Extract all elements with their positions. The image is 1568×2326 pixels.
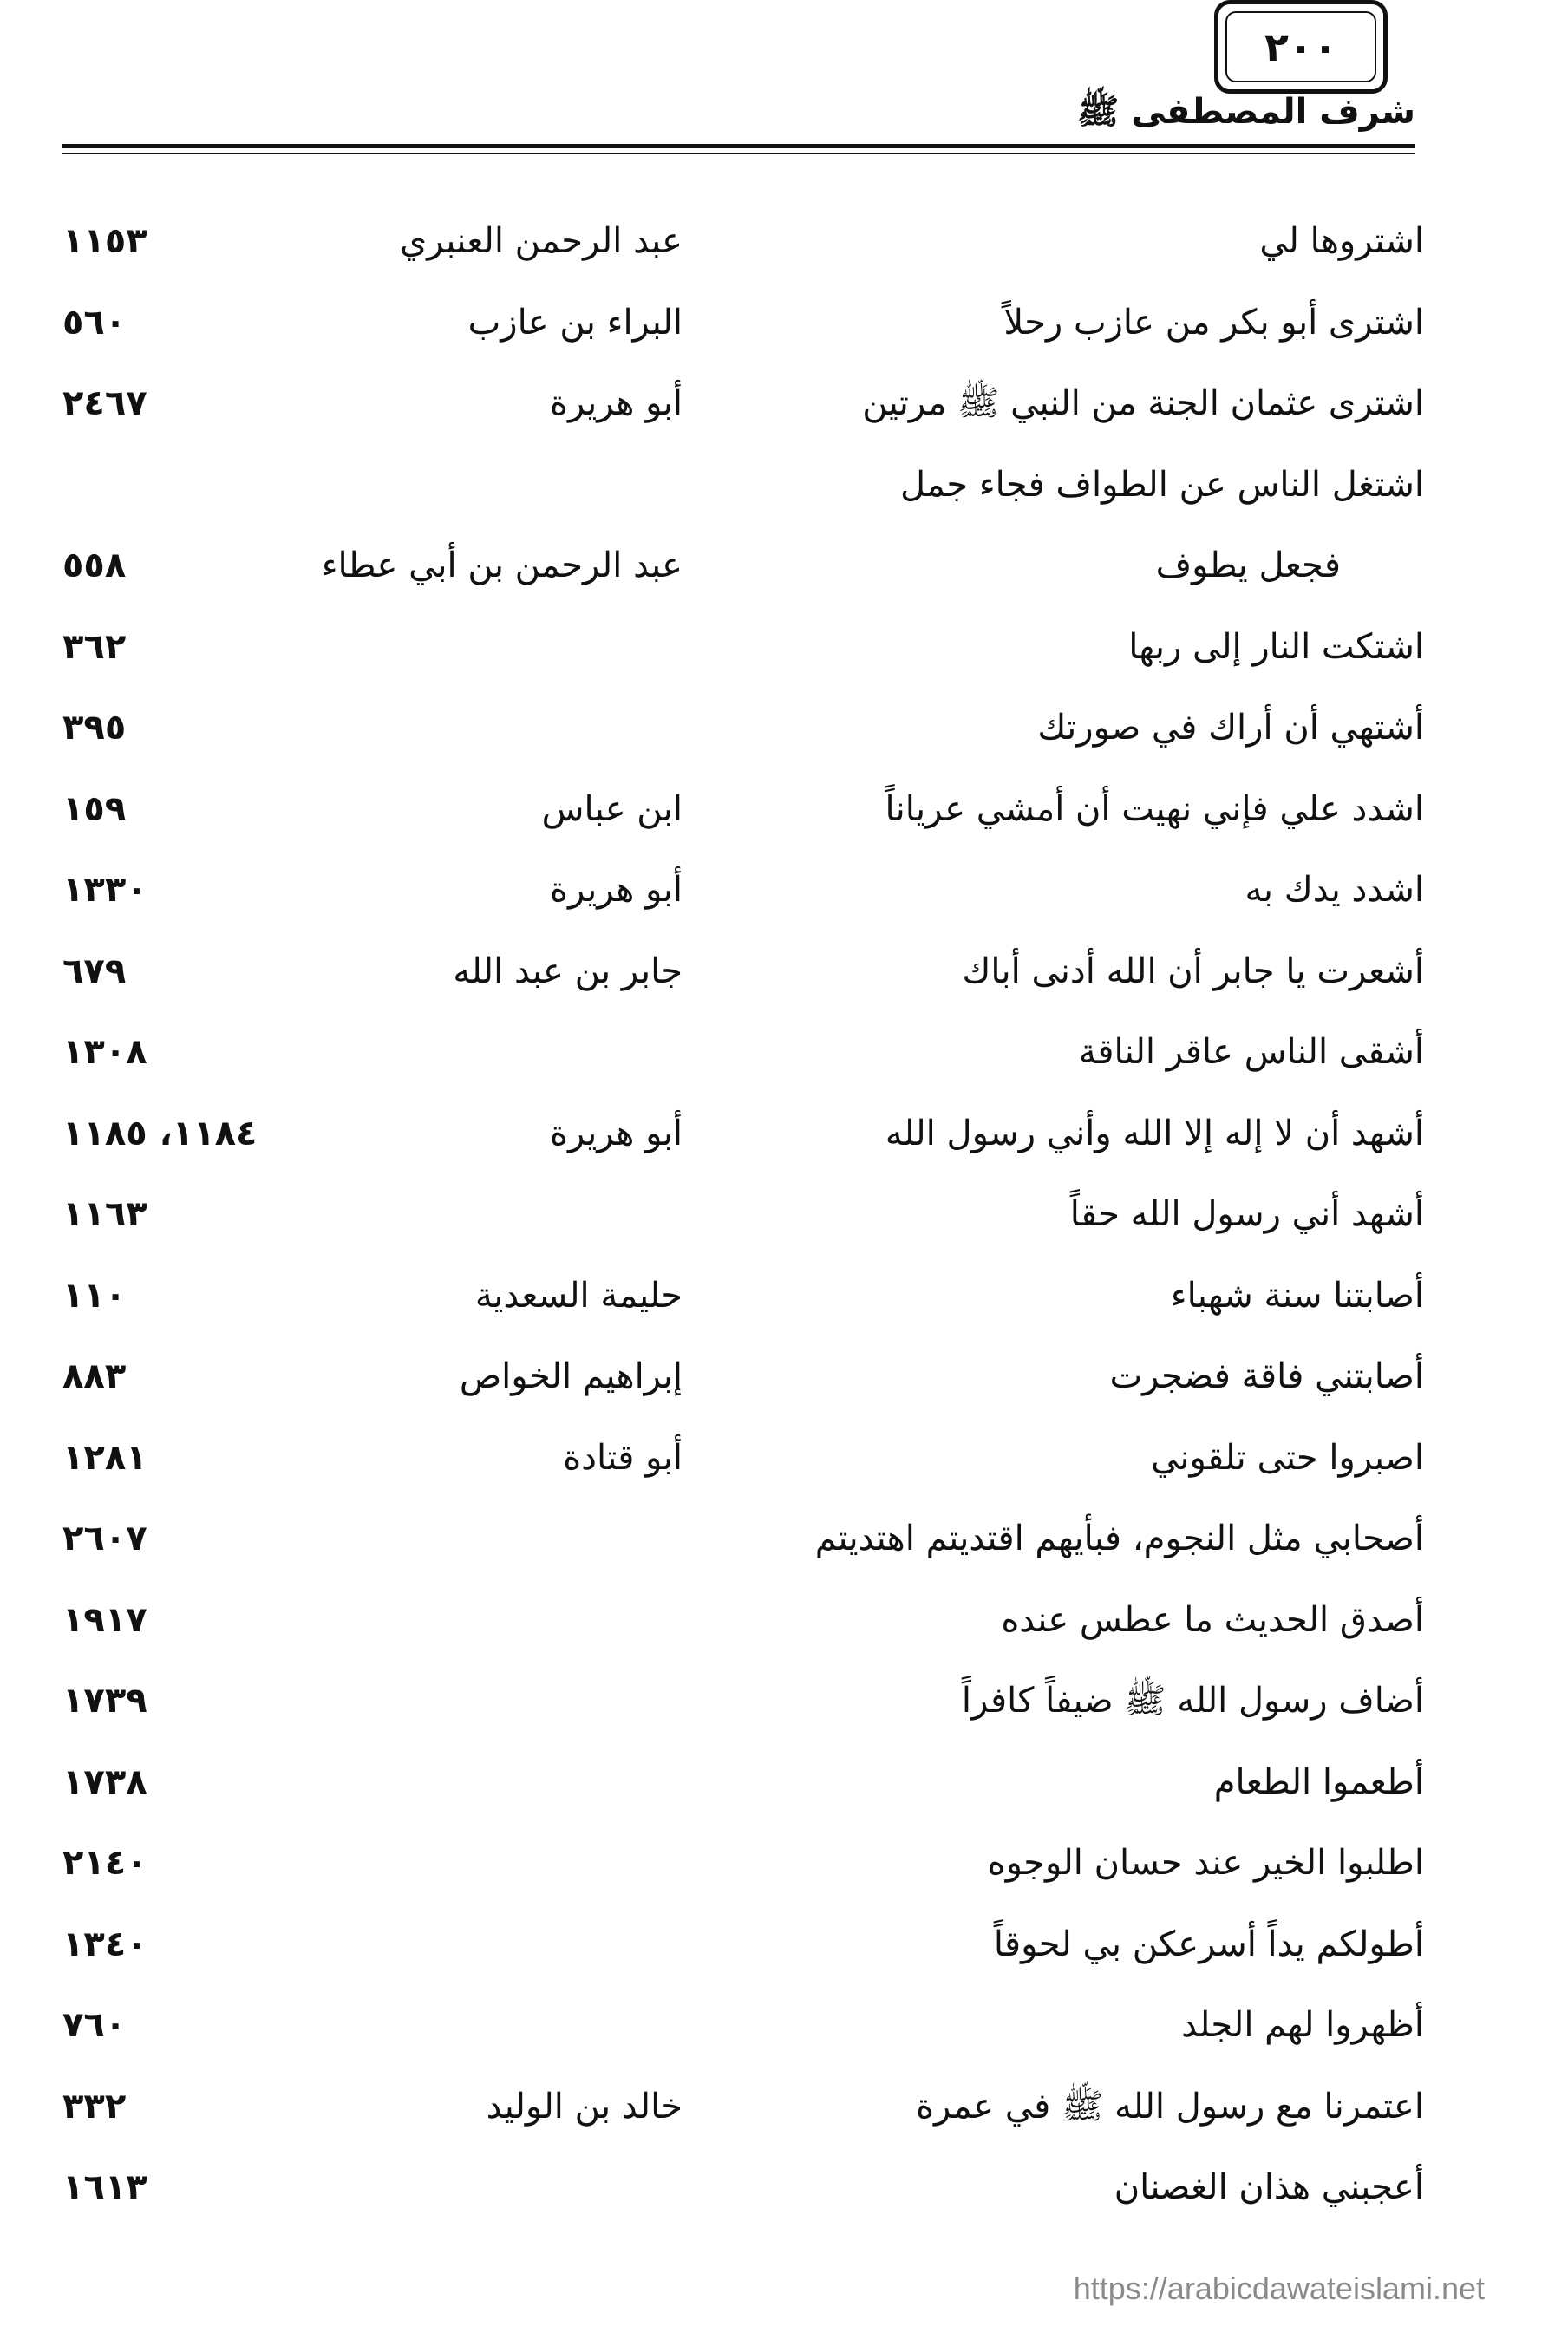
hadith-text: أصدق الحديث ما عطس عنده [1001,1599,1424,1640]
narrator: أبو قتادة [563,1437,683,1478]
hadith-number: ٨٨٣ [62,1356,127,1396]
index-row [62,2153,1424,2234]
hadith-number: ١٣٤٠ [62,1924,147,1964]
hadith-text: أطعموا الطعام [1213,1761,1424,1802]
hadith-text: أشتهي أن أراك في صورتك [1037,708,1424,748]
hadith-text: اشترى عثمان الجنة من النبي ﷺ مرتين [862,383,1424,423]
index-row [62,206,1424,288]
index-row [62,1585,1424,1667]
index-row [62,1423,1424,1505]
page-number: ٢٠٠ [1264,23,1338,70]
hadith-text: اشترى أبو بكر من عازب رحلاً [1003,302,1424,343]
index-row [62,288,1424,369]
header-rule-thick [62,144,1415,148]
hadith-text: أضاف رسول الله ﷺ ضيفاً كافراً [961,1681,1424,1721]
hadith-number: ٧٦٠ [62,2005,127,2045]
page-number-box [1214,0,1388,94]
index-row [62,531,1424,612]
narrator: خالد بن الوليد [486,2086,683,2127]
narrator: ابن عباس [541,788,683,829]
index-row [62,693,1424,774]
hadith-number: ١١٠ [62,1275,127,1316]
index-row [62,1748,1424,1829]
hadith-number: ١٧٣٨ [62,1761,147,1802]
index-row [62,774,1424,856]
hadith-number: ١٦١٣ [62,2167,147,2207]
hadith-number: ١١٨٤، ١١٨٥ [62,1113,258,1153]
hadith-number: ١٣٣٠ [62,870,147,910]
index-row [62,1179,1424,1261]
narrator: البراء بن عازب [467,302,683,343]
watermark-url: https://arabicdawateislami.net [1073,2270,1485,2306]
hadith-number: ٥٦٠ [62,302,127,343]
hadith-text: أشهد أني رسول الله حقاً [1069,1194,1424,1234]
hadith-text-continuation: فجعل يطوف [1155,546,1341,585]
hadith-text: اشتروها لي [1259,221,1424,261]
header-rule [62,144,1415,156]
index-row [62,612,1424,694]
hadith-number: ٥٥٨ [62,546,127,585]
index-row [62,1342,1424,1423]
hadith-text: اشدد علي فإني نهيت أن أمشي عرياناً [885,788,1424,829]
hadith-text: أعجبني هذان الغصنان [1114,2167,1424,2207]
narrator: عبد الرحمن العنبري [399,221,683,261]
index-row [62,1990,1424,2072]
hadith-number: ٢٦٠٧ [62,1519,147,1558]
hadith-number: ١١٦٣ [62,1194,147,1234]
index-row [62,1017,1424,1099]
hadith-text: اشتغل الناس عن الطواف فجاء جمل [899,464,1424,505]
narrator: أبو هريرة [550,870,683,910]
index-row [62,1910,1424,1991]
index-row [62,855,1424,937]
index-row [62,1261,1424,1343]
hadith-number: ١٥٩ [62,788,127,829]
hadith-text: أصابتني فاقة فضجرت [1109,1356,1424,1396]
hadith-text: أشقى الناس عاقر الناقة [1078,1032,1424,1072]
narrator: جابر بن عبد الله [453,951,683,991]
index-row [62,450,1424,532]
page-header [62,23,1415,191]
hadith-number: ١٩١٧ [62,1599,147,1640]
index-row [62,1099,1424,1180]
hadith-text: اصبروا حتى تلقوني [1151,1437,1424,1478]
header-rule-thin [62,153,1415,154]
hadith-text: اعتمرنا مع رسول الله ﷺ في عمرة [916,2086,1424,2127]
narrator: عبد الرحمن بن أبي عطاء [321,546,683,585]
hadith-text: أصابتنا سنة شهباء [1170,1275,1424,1316]
hadith-text: اطلبوا الخير عند حسان الوجوه [987,1843,1424,1883]
hadith-number: ٣٩٥ [62,708,127,748]
hadith-number: ٢٤٦٧ [62,383,147,423]
hadith-text: أطولكم يداً أسرعكن بي لحوقاً [993,1924,1424,1964]
index-row [62,1828,1424,1910]
hadith-text: أظهروا لهم الجلد [1181,2005,1424,2045]
narrator: أبو هريرة [550,383,683,423]
hadith-text: أصحابي مثل النجوم، فبأيهم اقتديتم اهتديتم [814,1519,1424,1558]
index-row [62,2072,1424,2153]
hadith-text: أشهد أن لا إله إلا الله وأني رسول الله [885,1113,1424,1153]
hadith-number: ٣٣٢ [62,2086,127,2127]
hadith-number: ٢١٤٠ [62,1843,147,1883]
index-row [62,937,1424,1018]
hadith-number: ١٧٣٩ [62,1681,147,1721]
narrator: حليمة السعدية [474,1275,683,1316]
hadith-text: أشعرت يا جابر أن الله أدنى أباك [962,951,1424,991]
narrator: إبراهيم الخواص [459,1356,683,1396]
hadith-number: ٣٦٢ [62,626,127,667]
hadith-number: ١٣٠٨ [62,1032,147,1072]
index-list [62,206,1424,2234]
index-row [62,1504,1424,1585]
index-row [62,1666,1424,1748]
book-title: شرف المصطفى ﷺ [1076,92,1415,132]
hadith-number: ٦٧٩ [62,951,127,991]
hadith-number: ١١٥٣ [62,221,147,261]
narrator: أبو هريرة [550,1113,683,1153]
hadith-text: اشدد يدك به [1245,870,1424,910]
index-row [62,369,1424,450]
hadith-number: ١٢٨١ [62,1437,147,1478]
hadith-text: اشتكت النار إلى ربها [1128,626,1424,667]
